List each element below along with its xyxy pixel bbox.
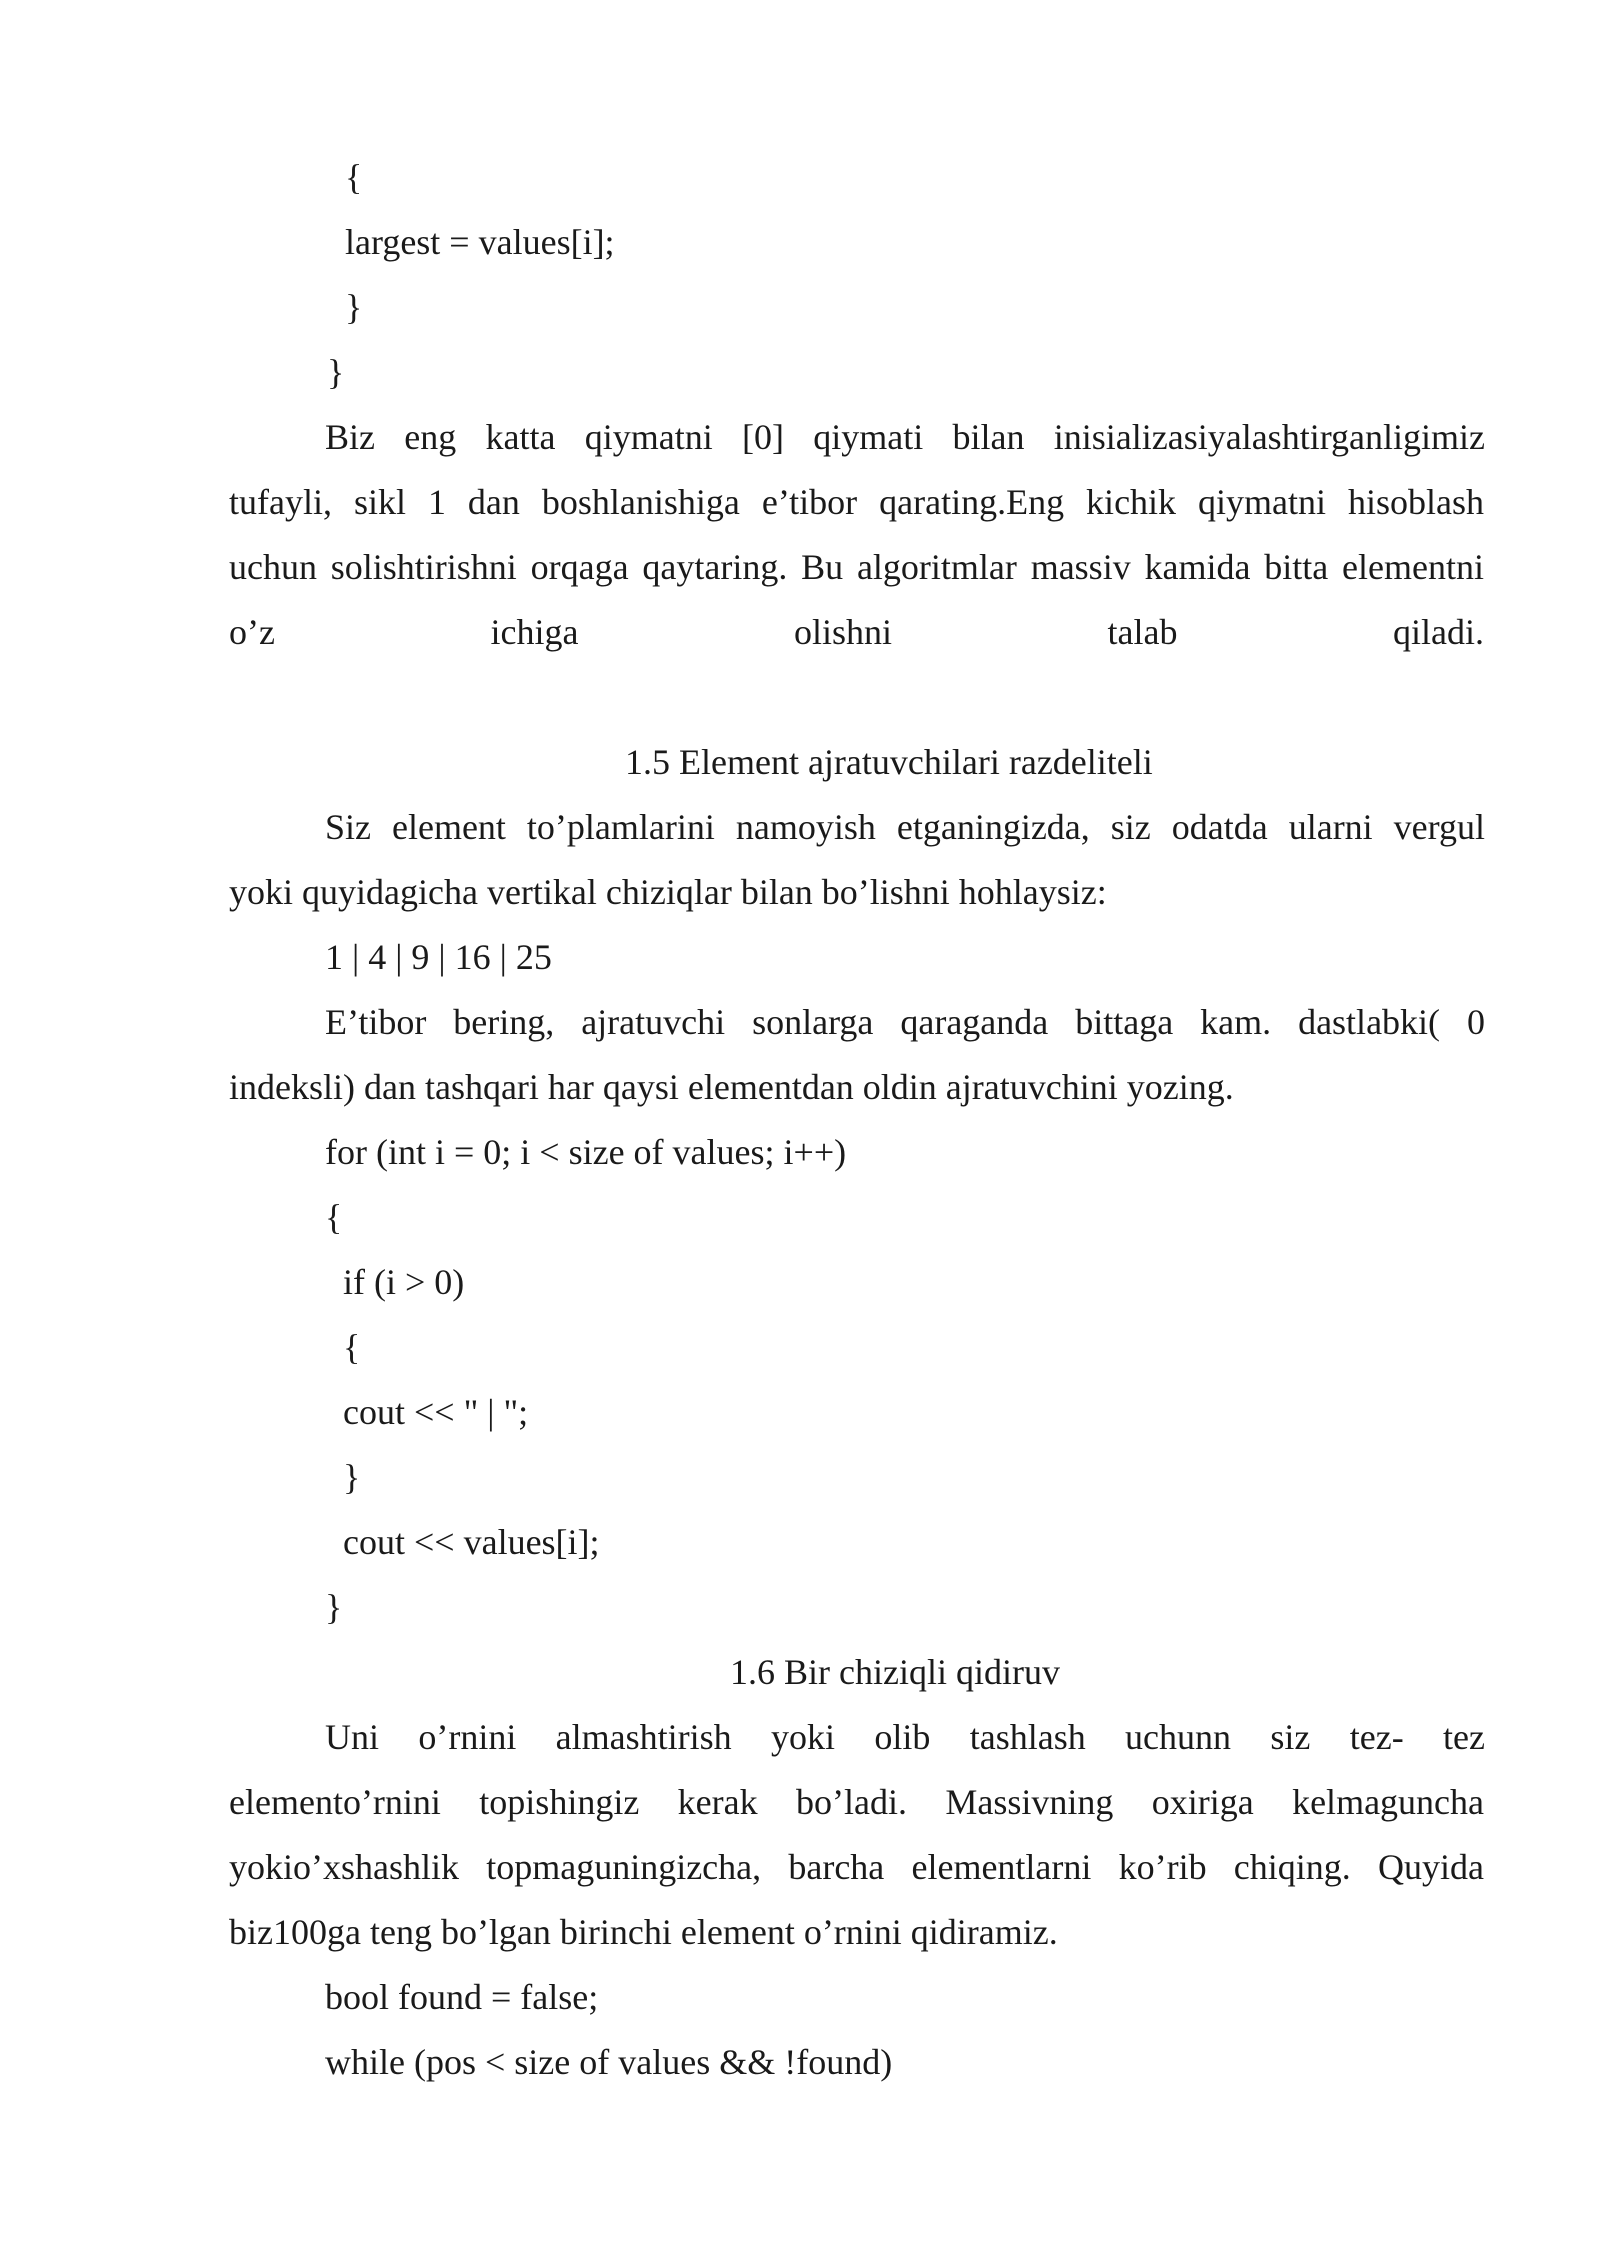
paragraph-1-line-1: Biz eng katta qiymatni [0] qiymati bilan inisializasiyalashtirganligimiz <box>325 417 1485 457</box>
code-close-brace: } <box>345 287 363 327</box>
code-while-loop: while (pos < size of values && !found) <box>325 2042 893 2082</box>
section-1-6-heading: 1.6 Bir chiziqli qidiruv <box>730 1652 1060 1692</box>
code-close-brace-inner: } <box>343 1457 361 1497</box>
code-line-largest: largest = values[i]; <box>345 222 615 262</box>
section-1-6-line-3: yokio’xshashlik topmaguningizcha, barcha elementlarni ko’rib chiqing. Quyida <box>229 1847 1484 1887</box>
code-open-brace: { <box>325 1197 343 1237</box>
code-open-brace: { <box>345 157 363 197</box>
code-open-brace-inner: { <box>343 1327 361 1367</box>
section-1-6-line-2: elemento’rnini topishingiz kerak bo’ladi. Massivning oxiriga kelmaguncha <box>229 1782 1484 1822</box>
section-1-5-para2-line-1: E’tibor bering, ajratuvchi sonlarga qaraganda bittaga kam. dastlabki( 0 <box>325 1002 1485 1042</box>
code-cout-value: cout << values[i]; <box>343 1522 600 1562</box>
section-1-5-heading: 1.5 Element ajratuvchilari razdeliteli <box>625 742 1153 782</box>
code-if-statement: if (i > 0) <box>343 1262 465 1302</box>
paragraph-1-line-3: uchun solishtirishni orqaga qaytaring. Bu algoritmlar massiv kamida bitta elementni <box>229 547 1484 587</box>
paragraph-1-line-4: o’z ichiga olishni talab qiladi. <box>229 612 1484 652</box>
code-close-brace-outer: } <box>327 352 345 392</box>
separator-example: 1 | 4 | 9 | 16 | 25 <box>325 937 552 977</box>
section-1-5-para-line-2: yoki quyidagicha vertikal chiziqlar bilan bo’lishni hohlaysiz: <box>229 872 1107 912</box>
code-cout-separator: cout << " | "; <box>343 1392 529 1432</box>
code-bool-found: bool found = false; <box>325 1977 599 2017</box>
section-1-6-line-1: Uni o’rnini almashtirish yoki olib tashlash uchunn siz tez- tez <box>325 1717 1485 1757</box>
paragraph-1-line-2: tufayli, sikl 1 dan boshlanishiga e’tibor qarating.Eng kichik qiymatni hisoblash <box>229 482 1484 522</box>
section-1-5-para2-line-2: indeksli) dan tashqari har qaysi elementdan oldin ajratuvchini yozing. <box>229 1067 1234 1107</box>
code-for-loop: for (int i = 0; i < size of values; i++) <box>325 1132 847 1172</box>
section-1-6-line-4: biz100ga teng bo’lgan birinchi element o’rnini qidiramiz. <box>229 1912 1058 1952</box>
section-1-5-para-line-1: Siz element to’plamlarini namoyish etganingizda, siz odatda ularni vergul <box>325 807 1485 847</box>
code-close-brace: } <box>325 1587 343 1627</box>
